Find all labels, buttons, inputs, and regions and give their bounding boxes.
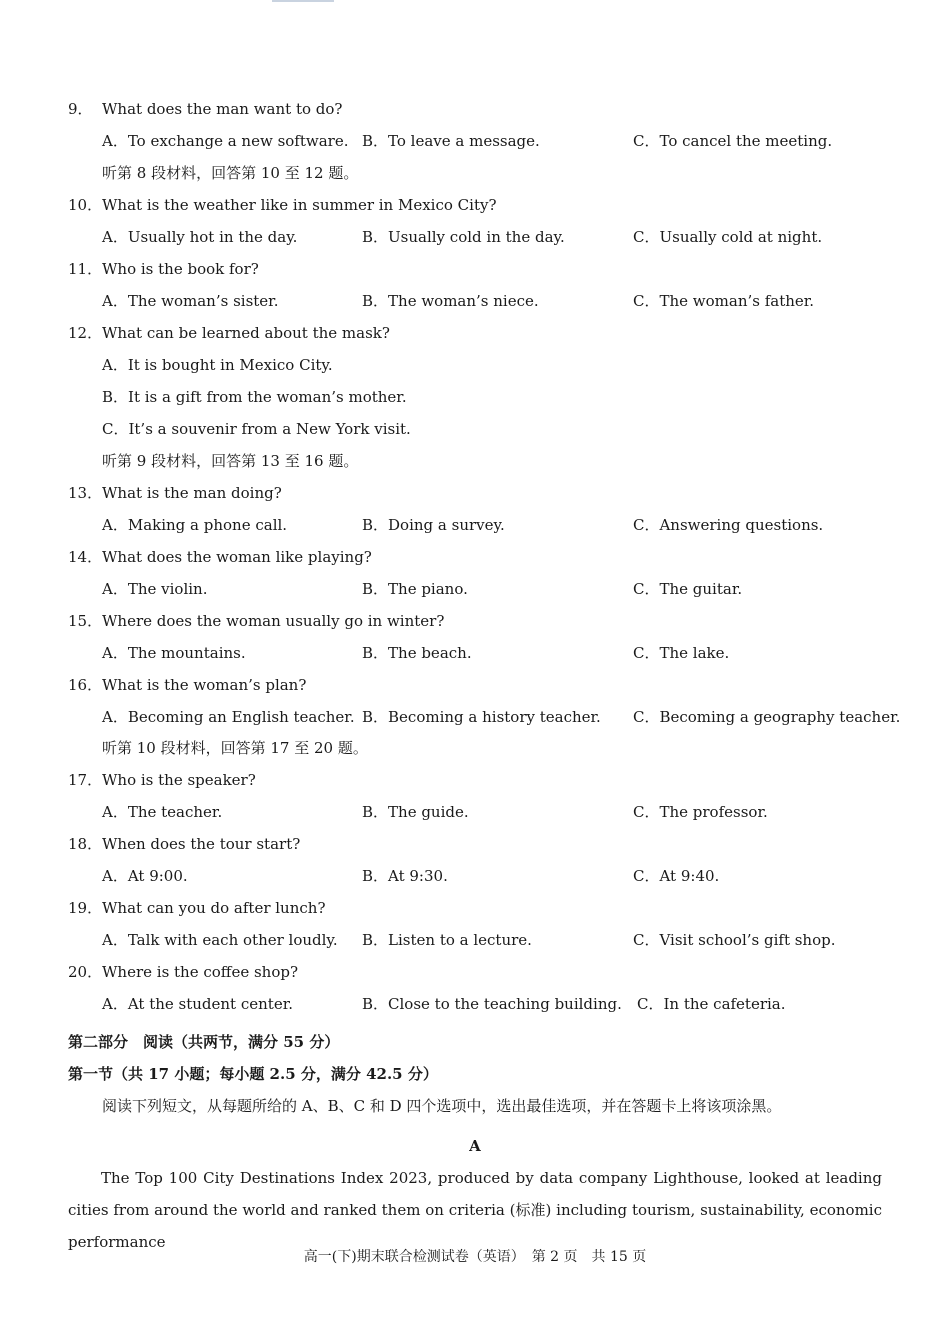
question-number: 14． — [68, 548, 103, 566]
passage-label: A — [469, 1137, 481, 1155]
option-b: B．The piano. — [362, 580, 468, 598]
part-two-heading: 第二部分 阅读（共两节，满分 55 分） — [68, 1033, 340, 1051]
option-b: B．It is a gift from the woman’s mother. — [102, 388, 407, 406]
option-b: B．Doing a survey. — [362, 516, 505, 534]
option-c: C．It’s a souvenir from a New York visit. — [102, 420, 411, 438]
option-a: A．The mountains. — [102, 644, 246, 662]
option-a: A．The woman’s sister. — [102, 292, 279, 310]
option-b: B．The woman’s niece. — [362, 292, 539, 310]
option-b: B．Usually cold in the day. — [362, 228, 565, 246]
option-c: C．The professor. — [633, 803, 768, 821]
question-stem: What is the woman’s plan? — [102, 676, 307, 694]
option-c: C．To cancel the meeting. — [633, 132, 833, 150]
question-number: 20． — [68, 963, 103, 981]
option-c: C．At 9:40. — [633, 867, 720, 885]
section-one-heading: 第一节（共 17 小题；每小题 2.5 分，满分 42.5 分） — [68, 1065, 438, 1083]
option-b: B．At 9:30. — [362, 867, 448, 885]
section-instruction-10: 听第 10 段材料，回答第 17 至 20 题。 — [102, 739, 368, 757]
question-number: 12． — [68, 324, 103, 342]
option-a: A．Making a phone call. — [102, 516, 288, 534]
option-b: B．The guide. — [362, 803, 469, 821]
option-c: C．The lake. — [633, 644, 730, 662]
question-stem: What is the man doing? — [102, 484, 282, 502]
question-stem: What does the woman like playing? — [102, 548, 372, 566]
top-edge-mark — [272, 0, 334, 2]
section-instruction-8: 听第 8 段材料，回答第 10 至 12 题。 — [102, 164, 359, 182]
question-number: 9． — [68, 100, 93, 118]
passage-paragraph: The Top 100 City Destinations Index 2023, produced by data company Lighthouse, looked at leading cities from around the world and ranked them on criteria (标准) including tourism, sustainability, economic performance — [68, 1169, 882, 1251]
option-a: A．Usually hot in the day. — [102, 228, 298, 246]
question-stem: What can you do after lunch? — [102, 899, 326, 917]
option-c: C．Answering questions. — [633, 516, 824, 534]
question-stem: Who is the book for? — [102, 260, 259, 278]
option-a: A．At 9:00. — [102, 867, 188, 885]
option-c: C．Usually cold at night. — [633, 228, 823, 246]
option-a: A．It is bought in Mexico City. — [102, 356, 333, 374]
question-number: 16． — [68, 676, 103, 694]
question-stem: Where does the woman usually go in winter? — [102, 612, 445, 630]
question-stem: What does the man want to do? — [102, 100, 343, 118]
question-number: 13． — [68, 484, 103, 502]
question-stem: What can be learned about the mask? — [102, 324, 390, 342]
option-c: C．Visit school’s gift shop. — [633, 931, 836, 949]
question-number: 18． — [68, 835, 103, 853]
question-number: 10． — [68, 196, 103, 214]
option-b: B．Becoming a history teacher. — [362, 708, 601, 726]
option-b: B．Close to the teaching building. — [362, 995, 622, 1013]
section-instruction-9: 听第 9 段材料，回答第 13 至 16 题。 — [102, 452, 359, 470]
option-a: A．Becoming an English teacher. — [102, 708, 355, 726]
option-a: A．To exchange a new software. — [102, 132, 349, 150]
option-a: A．The teacher. — [102, 803, 223, 821]
option-a: A．The violin. — [102, 580, 208, 598]
question-stem: When does the tour start? — [102, 835, 301, 853]
question-number: 11． — [68, 260, 103, 278]
reading-instructions: 阅读下列短文，从每题所给的 A、B、C 和 D 四个选项中，选出最佳选项，并在答题卡上将该项涂黑。 — [102, 1097, 782, 1115]
option-c: C．In the cafeteria. — [637, 995, 786, 1013]
question-stem: Where is the coffee shop? — [102, 963, 299, 981]
page-footer: 高一(下)期末联合检测试卷（英语） 第 2 页 共 15 页 — [303, 1249, 647, 1265]
option-b: B．Listen to a lecture. — [362, 931, 532, 949]
option-c: C．The guitar. — [633, 580, 743, 598]
option-a: A．At the student center. — [102, 995, 293, 1013]
option-b: B．To leave a message. — [362, 132, 540, 150]
question-number: 19． — [68, 899, 103, 917]
question-number: 17． — [68, 771, 103, 789]
option-a: A．Talk with each other loudly. — [102, 931, 338, 949]
option-c: C．The woman’s father. — [633, 292, 815, 310]
option-b: B．The beach. — [362, 644, 472, 662]
question-stem: Who is the speaker? — [102, 771, 256, 789]
question-stem: What is the weather like in summer in Mexico City? — [102, 196, 497, 214]
option-c: C．Becoming a geography teacher. — [633, 708, 901, 726]
question-number: 15． — [68, 612, 103, 630]
